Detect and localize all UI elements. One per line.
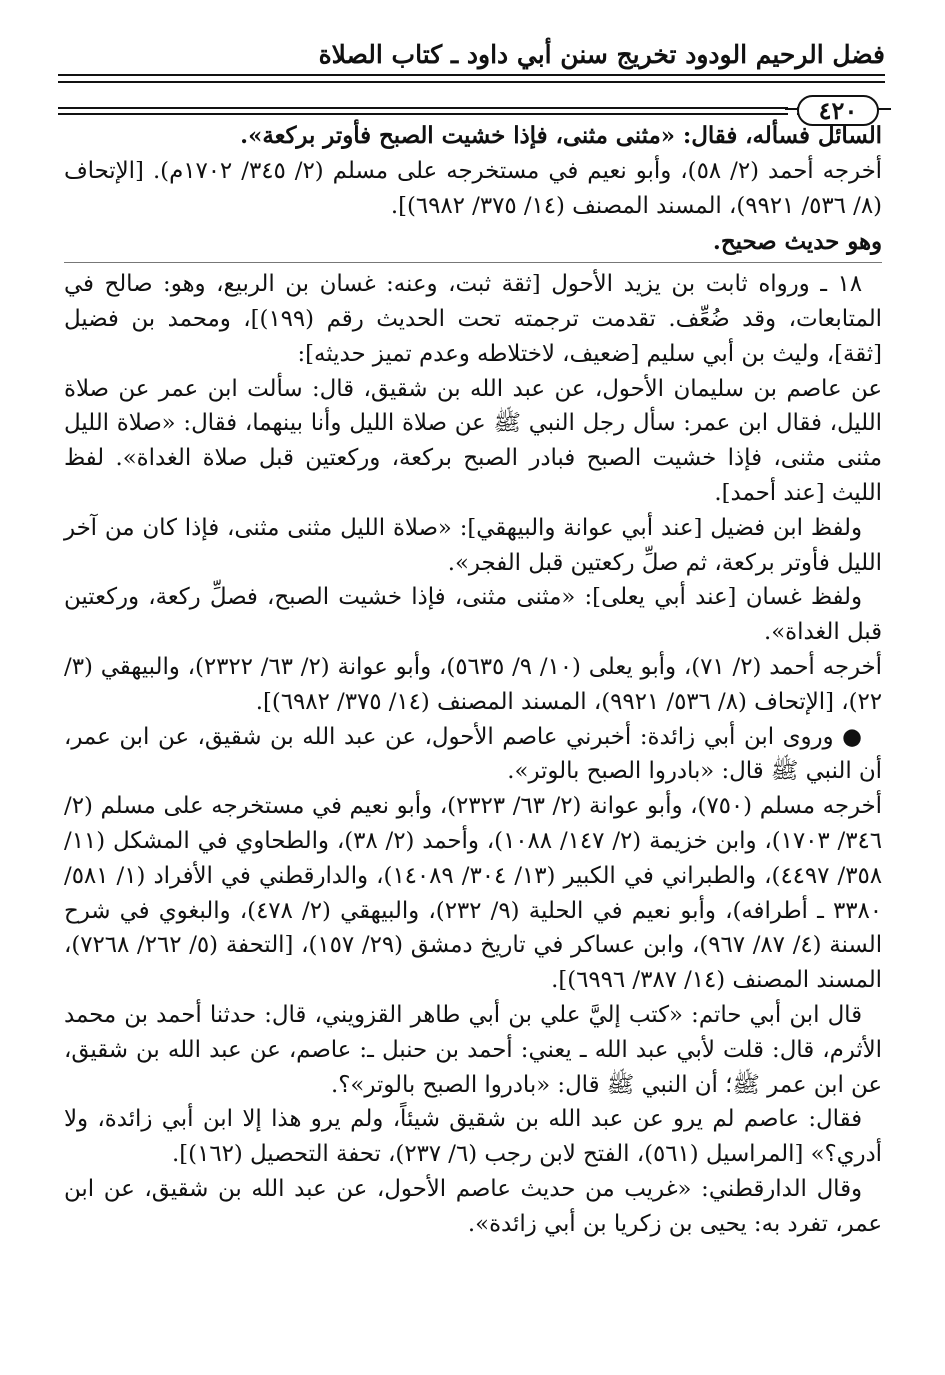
paragraph-2: أخرجه أحمد (٢/ ٥٨)، وأبو نعيم في مستخرجه على مسلم (٢/ ٣٤٥/ ١٧٠٢م). [الإتحاف (٨/ ٥٣٦/ ٩٩٢١)، المسند المصنف (١٤/ ٣٧٥/ ٦٩٨٢)].	[64, 157, 883, 219]
paragraph-8: أخرجه أحمد (٢/ ٧١)، وأبو يعلى (١٠/ ٩/ ٥٦٣٥)، وأبو عوانة (٢/ ٦٣/ ٢٣٢٢)، والبيهقي (٣/ ٢٢)، [الإتحاف (٨/ ٥٣٦/ ٩٩٢١)، المسند المصنف (١٤/ ٣٧٥/ ٦٩٨٢)].	[64, 653, 882, 715]
paragraph-6: ولفظ ابن فضيل [عند أبي عوانة والبيهقي]: «صلاة الليل مثنى مثنى، فإذا كان من آخر الليل فأوتر بركعة، ثم صلِّ ركعتين قبل الفجر».	[64, 514, 882, 576]
paragraph-3: وهو حديث صحيح.	[64, 225, 882, 263]
paragraph-9: ● وروى ابن أبي زائدة: أخبرني عاصم الأحول، عن عبد الله بن شقيق، عن ابن عمر، أن النبي ﷺ قال: «بادروا الصبح بالوتر».	[64, 723, 882, 785]
paragraph-11: قال ابن أبي حاتم: «كتب إليَّ علي بن أبي طاهر القزويني، قال: حدثنا أحمد بن محمد الأثرم، قال: قلت لأبي عبد الله ـ يعني: أحمد بن حنبل ـ: عاصم، عن عبد الله بن شقيق، عن ابن عمر ﷺ؛ أن النبي ﷺ قال: «بادروا الصبح بالوتر»؟.	[64, 1001, 882, 1098]
header-rule	[58, 74, 885, 83]
paragraph-13: وقال الدارقطني: «غريب من حديث عاصم الأحول، عن عبد الله بن شقيق، عن ابن عمر، تفرد به: يحيى بن زكريا بن أبي زائدة».	[64, 1175, 882, 1237]
header-title: فضل الرحيم الودود تخريج سنن أبي داود ـ كتاب الصلاة	[318, 40, 885, 69]
running-header	[58, 34, 885, 125]
paragraph-1: السائل فسأله، فقال: «مثنى مثنى، فإذا خشيت الصبح فأوتر بركعة».	[240, 123, 882, 149]
paragraph-5: عن عاصم بن سليمان الأحول، عن عبد الله بن شقيق، قال: سألت ابن عمر عن صلاة الليل، فقال ابن عمر: سأل رجل النبي ﷺ عن صلاة الليل وأنا بينهما، فقال: «صلاة الليل مثنى مثنى، فإذا خشيت الصبح فبادر الصبح بركعة، وركعتين قبل صلاة الغداة». لفظ الليث [عند أحمد].	[64, 375, 882, 506]
main-text	[64, 119, 882, 1242]
paragraph-4: ١٨ ـ ورواه ثابت بن يزيد الأحول [ثقة ثبت، وعنه: غسان بن الربيع، وهو: صالح في المتابعات، وقد ضُعِّف. تقدمت ترجمته تحت الحديث رقم (١٩٩)]، ومحمد بن فضيل [ثقة]، وليث بن أبي سليم [ضعيف، لاختلاطه وعدم تميز حديثه]:	[64, 271, 882, 367]
paragraph-10: أخرجه مسلم (٧٥٠)، وأبو عوانة (٢/ ٦٣/ ٢٣٢٣)، وأبو نعيم في مستخرجه على مسلم (٢/ ٣٤٦/ ١٧٠٣)، وابن خزيمة (٢/ ١٤٧/ ١٠٨٨)، وأحمد (٢/ ٣٨)، والطحاوي في المشكل (١١/ ٣٥٨/ ٤٤٩٧)، والطبراني في الكبير (١٣/ ٣٠٤/ ١٤٠٨٩)، والدارقطني في الأفراد (١/ ٥٨١/ ٣٣٨٠ ـ أطرافه)، وأبو نعيم في الحلية (٩/ ٢٣٢)، والبيهقي (٢/ ٤٧٨)، والبغوي في شرح السنة (٤/ ٨٧/ ٩٦٧)، وابن عساكر في تاريخ دمشق (٢٩/ ١٥٧)، [التحفة (٥/ ٢٦٢/ ٧٢٦٨)، المسند المصنف (١٤/ ٣٨٧/ ٦٩٩٦)].	[64, 793, 883, 994]
paragraph-12: فقال: عاصم لم يرو عن عبد الله بن شقيق شيئاً، ولم يرو هذا إلا ابن أبي زائدة، ولا أدري؟» [المراسيل (٥٦١)، الفتح لابن رجب (٦/ ٢٣٧)، تحفة التحصيل (١٦٢)].	[64, 1106, 882, 1168]
page-number: ٤٢٠	[797, 95, 879, 126]
paragraph-7: ولفظ غسان [عند أبي يعلى]: «مثنى مثنى، فإذا خشيت الصبح، فصلِّ ركعة، وركعتين قبل الغداة».	[64, 584, 882, 646]
page-number-rule-left	[58, 107, 788, 115]
